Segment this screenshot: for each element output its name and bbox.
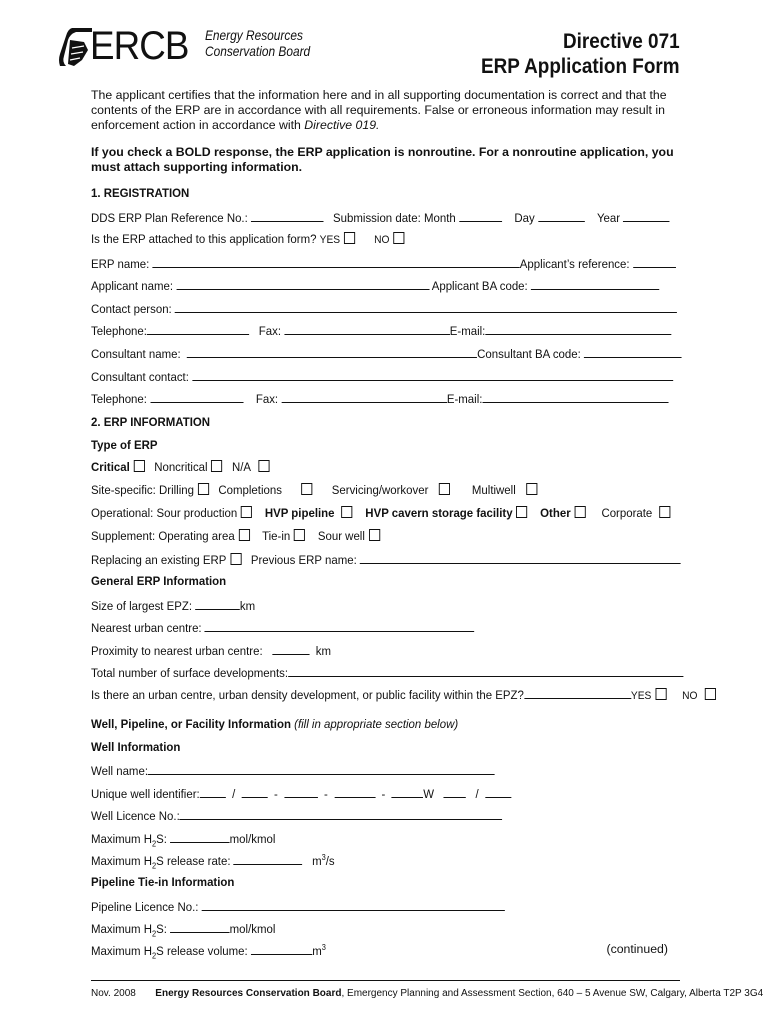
consultant-telephone-field[interactable] <box>150 390 243 403</box>
m3-unit: $m^3$ <box>312 942 326 958</box>
row-proximity <box>91 642 331 658</box>
contact-person-field[interactable] <box>175 300 677 313</box>
yes-label: YES <box>319 234 341 246</box>
applicant-reference-label: Applicant’s reference: <box>519 257 630 271</box>
km-unit: km <box>239 599 256 613</box>
critical-checkbox[interactable] <box>134 460 145 472</box>
uwi-event-field[interactable] <box>485 785 511 798</box>
no-label: NO <box>682 690 698 702</box>
applicant-name-field[interactable] <box>176 277 429 290</box>
pipeline-release-volume-field[interactable] <box>251 942 312 955</box>
consultant-ba-label: Consultant BA code: <box>477 347 581 361</box>
row-well-name <box>91 762 495 778</box>
pipeline-max-h2s-field[interactable] <box>170 920 230 933</box>
row-nearest-urban <box>91 619 474 635</box>
site-specific-drilling-label: Site-specific: Drilling <box>91 483 194 497</box>
applicant-ba-label: Applicant BA code: <box>431 279 528 293</box>
ercb-logo-icon <box>58 26 94 70</box>
footer-date: Nov. 2008 <box>91 988 136 999</box>
certification-paragraph <box>91 88 686 133</box>
yes-label: YES <box>630 690 652 702</box>
tie-in-checkbox[interactable] <box>294 529 305 541</box>
row-erp-name <box>91 255 676 271</box>
m3s-unit: $m^3/s$ <box>312 852 335 868</box>
previous-erp-name-field[interactable] <box>360 551 681 564</box>
dds-reference-field[interactable] <box>251 209 324 222</box>
erp-name-label: ERP name: <box>91 257 150 271</box>
dds-label: DDS ERP Plan Reference No.: <box>91 211 248 225</box>
erp-attached-question: Is the ERP attached to this application form? <box>91 232 317 246</box>
certification-text: The applicant certifies that the information here and in all supporting documentation is correct and that the contents of the ERP are in accordance with all requirements. False or erroneous information may result in enforcement action in accordance with <box>91 88 667 132</box>
row-pipeline-max-h2s <box>91 920 275 938</box>
no-label: NO <box>374 234 390 246</box>
row-unique-well-identifier: Unique well identifier: / - - - W / <box>91 785 511 801</box>
sour-well-label: Sour well <box>317 529 365 543</box>
servicing-workover-label: Servicing/workover <box>331 483 429 497</box>
row-contact-person <box>91 300 677 316</box>
applicant-reference-field[interactable] <box>633 255 676 268</box>
submission-month-label: Submission date: Month <box>333 211 456 225</box>
row-consultant-contact <box>91 368 673 384</box>
row-largest-epz <box>91 597 255 613</box>
org-name-line2: Conservation Board <box>205 43 311 59</box>
multiwell-label: Multiwell <box>471 483 516 497</box>
submission-day-field[interactable] <box>538 209 585 222</box>
mol-kmol-unit: mol/kmol <box>229 922 276 936</box>
operational-sour-production-label: Operational: Sour production <box>91 506 238 520</box>
corporate-checkbox[interactable] <box>659 506 670 518</box>
hvp-pipeline-checkbox[interactable] <box>341 506 352 518</box>
row-wpf-heading <box>91 717 458 731</box>
fax-label: Fax: <box>255 392 279 406</box>
max-h2s-label: Maximum $H_2S$: <box>91 922 167 939</box>
tie-in-label: Tie-in <box>262 529 291 543</box>
uwi-w-label: W <box>423 787 435 801</box>
section-registration-heading: 1. REGISTRATION <box>91 186 190 200</box>
applicant-fax-field[interactable] <box>284 322 450 335</box>
row-erp-attached <box>91 232 404 246</box>
day-label: Day <box>514 211 535 225</box>
other-label: Other <box>540 506 571 520</box>
well-max-h2s-field[interactable] <box>170 830 230 843</box>
email-label: E-mail: <box>449 324 486 338</box>
telephone-label: Telephone: <box>91 392 147 406</box>
row-consultant-telephone <box>91 390 668 406</box>
well-release-rate-field[interactable] <box>234 852 303 865</box>
proximity-label: Proximity to nearest urban centre: <box>91 644 263 658</box>
servicing-workover-checkbox[interactable] <box>438 483 449 495</box>
mol-kmol-unit: mol/kmol <box>229 832 276 846</box>
row-consultant-name <box>91 345 682 361</box>
row-operational <box>91 506 670 520</box>
consultant-name-label: Consultant name: <box>91 347 181 361</box>
telephone-label: Telephone: <box>91 324 147 338</box>
footer-divider <box>91 980 680 981</box>
other-checkbox[interactable] <box>574 506 585 518</box>
replacing-erp-checkbox[interactable] <box>230 553 241 565</box>
completions-label: Completions <box>218 483 282 497</box>
drilling-checkbox[interactable] <box>198 483 209 495</box>
proximity-field[interactable] <box>272 642 309 655</box>
well-licence-field[interactable] <box>180 807 503 820</box>
row-supplement <box>91 529 380 543</box>
uwi-part3-field[interactable] <box>284 785 317 798</box>
largest-epz-label: Size of largest EPZ: <box>91 599 193 613</box>
consultant-email-field[interactable] <box>482 390 668 403</box>
uwi-label: Unique well identifier: <box>91 787 200 801</box>
noncritical-checkbox[interactable] <box>211 460 222 472</box>
erp-attached-yes-checkbox[interactable] <box>344 232 355 244</box>
general-erp-information-heading: General ERP Information <box>91 574 227 588</box>
row-well-max-h2s <box>91 830 275 848</box>
previous-erp-name-label: Previous ERP name: <box>250 553 357 567</box>
operating-area-checkbox[interactable] <box>238 529 249 541</box>
surface-developments-label: Total number of surface developments: <box>91 666 289 680</box>
fax-label: Fax: <box>258 324 282 338</box>
row-replacing-erp <box>91 551 681 567</box>
uwi-part5-field[interactable] <box>392 785 424 798</box>
max-release-rate-label: Maximum $H_2S$ release rate: <box>91 854 231 871</box>
uwi-part2-field[interactable] <box>242 785 268 798</box>
largest-epz-field[interactable] <box>195 597 240 610</box>
applicant-name-label: Applicant name: <box>91 279 174 293</box>
footer-address: , Emergency Planning and Assessment Section, 640 – 5 Avenue SW, Calgary, Alberta T2P 3G4 <box>341 988 764 999</box>
submission-month-field[interactable] <box>459 209 502 222</box>
row-urban-in-epz <box>91 686 716 702</box>
noncritical-label: Noncritical <box>154 460 208 474</box>
consultant-name-field[interactable] <box>187 345 477 358</box>
row-well-licence <box>91 807 502 823</box>
row-pipeline-licence <box>91 898 505 914</box>
pipeline-licence-label: Pipeline Licence No.: <box>91 900 199 914</box>
well-pipeline-facility-note: (fill in appropriate section below) <box>294 717 459 731</box>
section-erp-information-heading: 2. ERP INFORMATION <box>91 415 211 429</box>
hvp-cavern-label: HVP cavern storage facility <box>365 506 513 520</box>
continued-note: (continued) <box>606 942 668 956</box>
uwi-part4-field[interactable] <box>334 785 375 798</box>
pipeline-tie-in-heading: Pipeline Tie-in Information <box>91 875 235 889</box>
row-criticality <box>91 460 269 474</box>
consultant-contact-label: Consultant contact: <box>91 370 189 384</box>
org-name-line1: Energy Resources <box>205 27 303 43</box>
urban-in-epz-question: Is there an urban centre, urban density development, or public facility within the EPZ? <box>91 688 524 702</box>
row-applicant-name <box>91 277 659 293</box>
nearest-urban-centre-label: Nearest urban centre: <box>91 621 202 635</box>
row-pipeline-release-volume <box>91 942 326 960</box>
pipeline-licence-field[interactable] <box>202 898 505 911</box>
well-name-label: Well name: <box>91 764 148 778</box>
ercb-logo <box>58 24 311 74</box>
completions-checkbox[interactable] <box>302 483 313 495</box>
row-applicant-telephone <box>91 322 671 338</box>
nonroutine-note: If you check a BOLD response, the ERP application is nonroutine. For a nonroutine application, you must attach supporting information. <box>91 145 674 174</box>
logo-text: ERCB <box>90 24 189 68</box>
directive-title: Directive 071 <box>563 30 680 53</box>
row-surface-developments <box>91 664 683 680</box>
consultant-contact-field[interactable] <box>192 368 673 381</box>
supplement-operating-area-label: Supplement: Operating area <box>91 529 235 543</box>
type-of-erp-heading: Type of ERP <box>91 438 158 452</box>
row-dds-reference <box>91 209 670 225</box>
erp-attached-no-checkbox[interactable] <box>393 232 404 244</box>
uwi-meridian-field[interactable] <box>444 785 466 798</box>
form-title: ERP Application Form <box>481 55 680 78</box>
na-checkbox[interactable] <box>258 460 269 472</box>
consultant-ba-field[interactable] <box>584 345 682 358</box>
consultant-fax-field[interactable] <box>281 390 447 403</box>
urban-in-epz-no-checkbox[interactable] <box>704 688 715 700</box>
replacing-erp-label: Replacing an existing ERP <box>91 553 227 567</box>
submission-year-field[interactable] <box>623 209 670 222</box>
email-label: E-mail: <box>446 392 483 406</box>
applicant-email-field[interactable] <box>485 322 671 335</box>
applicant-telephone-field[interactable] <box>147 322 249 335</box>
contact-person-label: Contact person: <box>91 302 172 316</box>
uwi-part1-field[interactable] <box>200 785 226 798</box>
sour-well-checkbox[interactable] <box>369 529 380 541</box>
row-well-release-rate <box>91 852 335 870</box>
na-label: N/A <box>231 460 252 474</box>
well-pipeline-facility-heading: Well, Pipeline, or Facility Information <box>91 717 291 731</box>
erp-name-field[interactable] <box>152 255 519 268</box>
year-label: Year <box>596 211 621 225</box>
multiwell-checkbox[interactable] <box>526 483 537 495</box>
critical-label: Critical <box>91 460 130 474</box>
urban-in-epz-yes-checkbox[interactable] <box>655 688 666 700</box>
km-unit: km <box>315 644 331 658</box>
hvp-pipeline-label: HVP pipeline <box>264 506 335 520</box>
surface-developments-field[interactable] <box>288 664 683 677</box>
sour-production-checkbox[interactable] <box>241 506 252 518</box>
footer-org: Energy Resources Conservation Board <box>155 988 342 999</box>
well-licence-label: Well Licence No.: <box>91 809 180 823</box>
hvp-cavern-checkbox[interactable] <box>516 506 527 518</box>
corporate-label: Corporate <box>601 506 653 520</box>
well-name-field[interactable] <box>148 762 495 775</box>
page-footer <box>91 988 763 999</box>
nearest-urban-centre-field[interactable] <box>205 619 475 632</box>
applicant-ba-field[interactable] <box>531 277 659 290</box>
well-information-heading: Well Information <box>91 740 181 754</box>
urban-in-epz-field[interactable] <box>524 686 631 699</box>
max-release-volume-label: Maximum $H_2S$ release volume: <box>91 944 248 961</box>
directive-reference: Directive 019. <box>304 118 380 132</box>
max-h2s-label: Maximum $H_2S$: <box>91 832 167 849</box>
row-site-specific <box>91 483 537 497</box>
